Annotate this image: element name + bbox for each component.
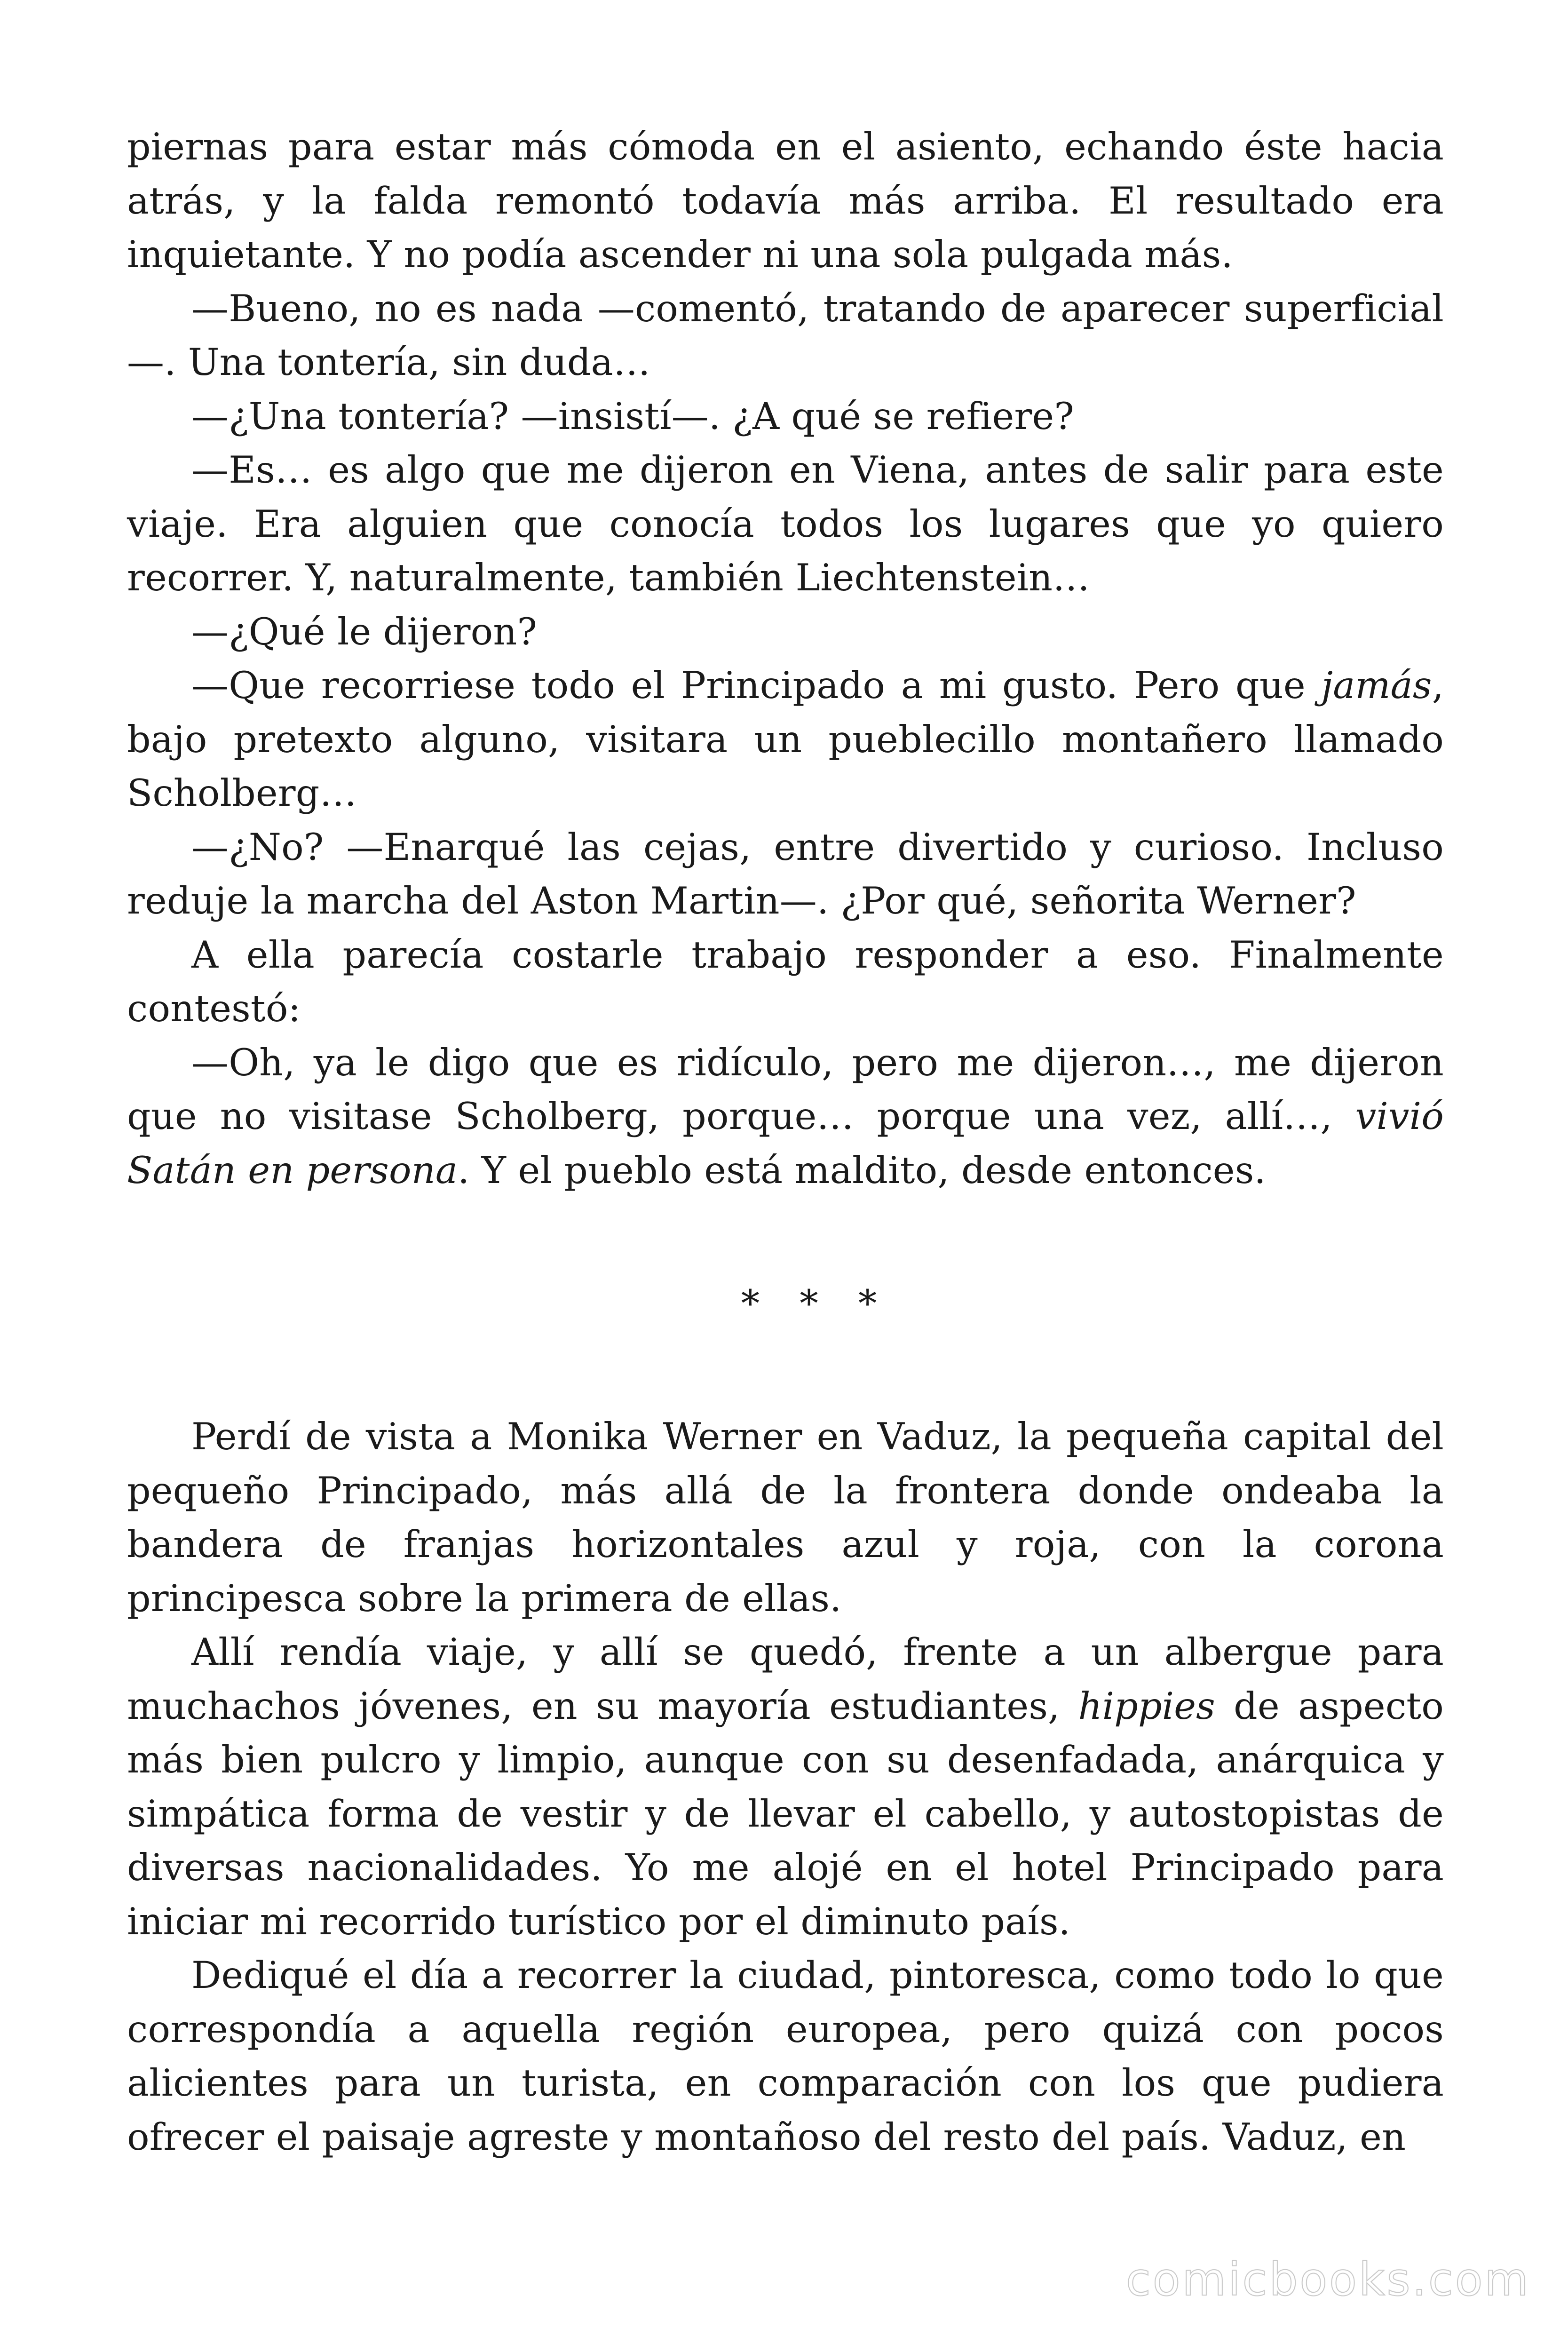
paragraph-text: Allí rendía viaje, y allí se quedó, frente a un albergue para muchachos jóvenes, en su mayoría estudiantes,	[127, 1630, 1444, 1728]
paragraph-text: —Que recorriese todo el Principado a mi gusto. Pero que	[191, 664, 1322, 707]
paragraph-italic-text: vivió Satán en persona	[127, 1095, 1444, 1192]
watermark: comicbooks.com	[1125, 2253, 1530, 2306]
paragraph-text: —Oh, ya le digo que es ridículo, pero me dijeron…, me dijeron que no visitase Scholberg, porque… porque una vez, allí…,	[127, 1041, 1444, 1138]
paragraph	[127, 820, 1444, 928]
paragraph	[127, 389, 1444, 444]
paragraph-text: , bajo pretexto alguno, visitara un pueblecillo montañero llamado Scholberg…	[127, 664, 1444, 815]
book-page	[127, 120, 1444, 2164]
paragraph	[127, 1410, 1444, 1625]
section-separator: * * *	[741, 1282, 891, 1325]
paragraph	[127, 928, 1444, 1036]
paragraph-text: Dediqué el día a recorrer la ciudad, pintoresca, como todo lo que correspondía a aquella región europea, pero quizá con pocos alicientes para un turista, en comparación con los que pudiera ofrecer el paisaje agreste y montañoso del resto del país. Vaduz, en	[127, 1954, 1444, 2159]
paragraph	[127, 1948, 1444, 2164]
paragraph-text: —Es… es algo que me dijeron en Viena, antes de salir para este viaje. Era alguien que conocía todos los lugares que yo quiero recorrer. Y, naturalmente, también Liechtenstein…	[127, 448, 1444, 599]
paragraph-text: piernas para estar más cómoda en el asiento, echando éste hacia atrás, y la falda remontó todavía más arriba. El resultado era inquietante. Y no podía ascender ni una sola pulgada más.	[127, 125, 1444, 276]
paragraph-text: . Y el pueblo está maldito, desde entonces.	[458, 1148, 1266, 1192]
paragraph	[127, 659, 1444, 820]
paragraph-text: Perdí de vista a Monika Werner en Vaduz, la pequeña capital del pequeño Principado, más allá de la frontera donde ondeaba la bandera de franjas horizontales azul y roja, con la corona principesca sobre la primera de ellas.	[127, 1415, 1444, 1620]
paragraph-text: —¿Qué le dijeron?	[191, 610, 538, 653]
paragraph	[127, 1625, 1444, 1948]
paragraph-text: —¿No? —Enarqué las cejas, entre divertido y curioso. Incluso reduje la marcha del Aston Martin—. ¿Por qué, señorita Werner?	[127, 825, 1444, 922]
paragraph	[127, 443, 1444, 605]
paragraph-text: de aspecto más bien pulcro y limpio, aunque con su desenfadada, anárquica y simpática forma de vestir y de llevar el cabello, y autostopistas de diversas nacionalidades. Yo me alojé en el hotel Principado para iniciar mi recorrido turístico por el diminuto país.	[127, 1684, 1444, 1943]
paragraph-text: —Bueno, no es nada —comentó, tratando de aparecer superficial —. Una tontería, sin duda…	[127, 286, 1444, 384]
paragraph	[127, 605, 1444, 659]
paragraph	[127, 1036, 1444, 1198]
paragraph	[127, 120, 1444, 282]
paragraph-italic-text: hippies	[1078, 1684, 1215, 1728]
paragraph-text: —¿Una tontería? —insistí—. ¿A qué se refiere?	[191, 394, 1074, 438]
paragraph-text: A ella parecía costarle trabajo responder a eso. Finalmente contestó:	[127, 933, 1444, 1030]
paragraph-italic-text: jamás	[1321, 664, 1432, 707]
paragraph	[127, 282, 1444, 389]
